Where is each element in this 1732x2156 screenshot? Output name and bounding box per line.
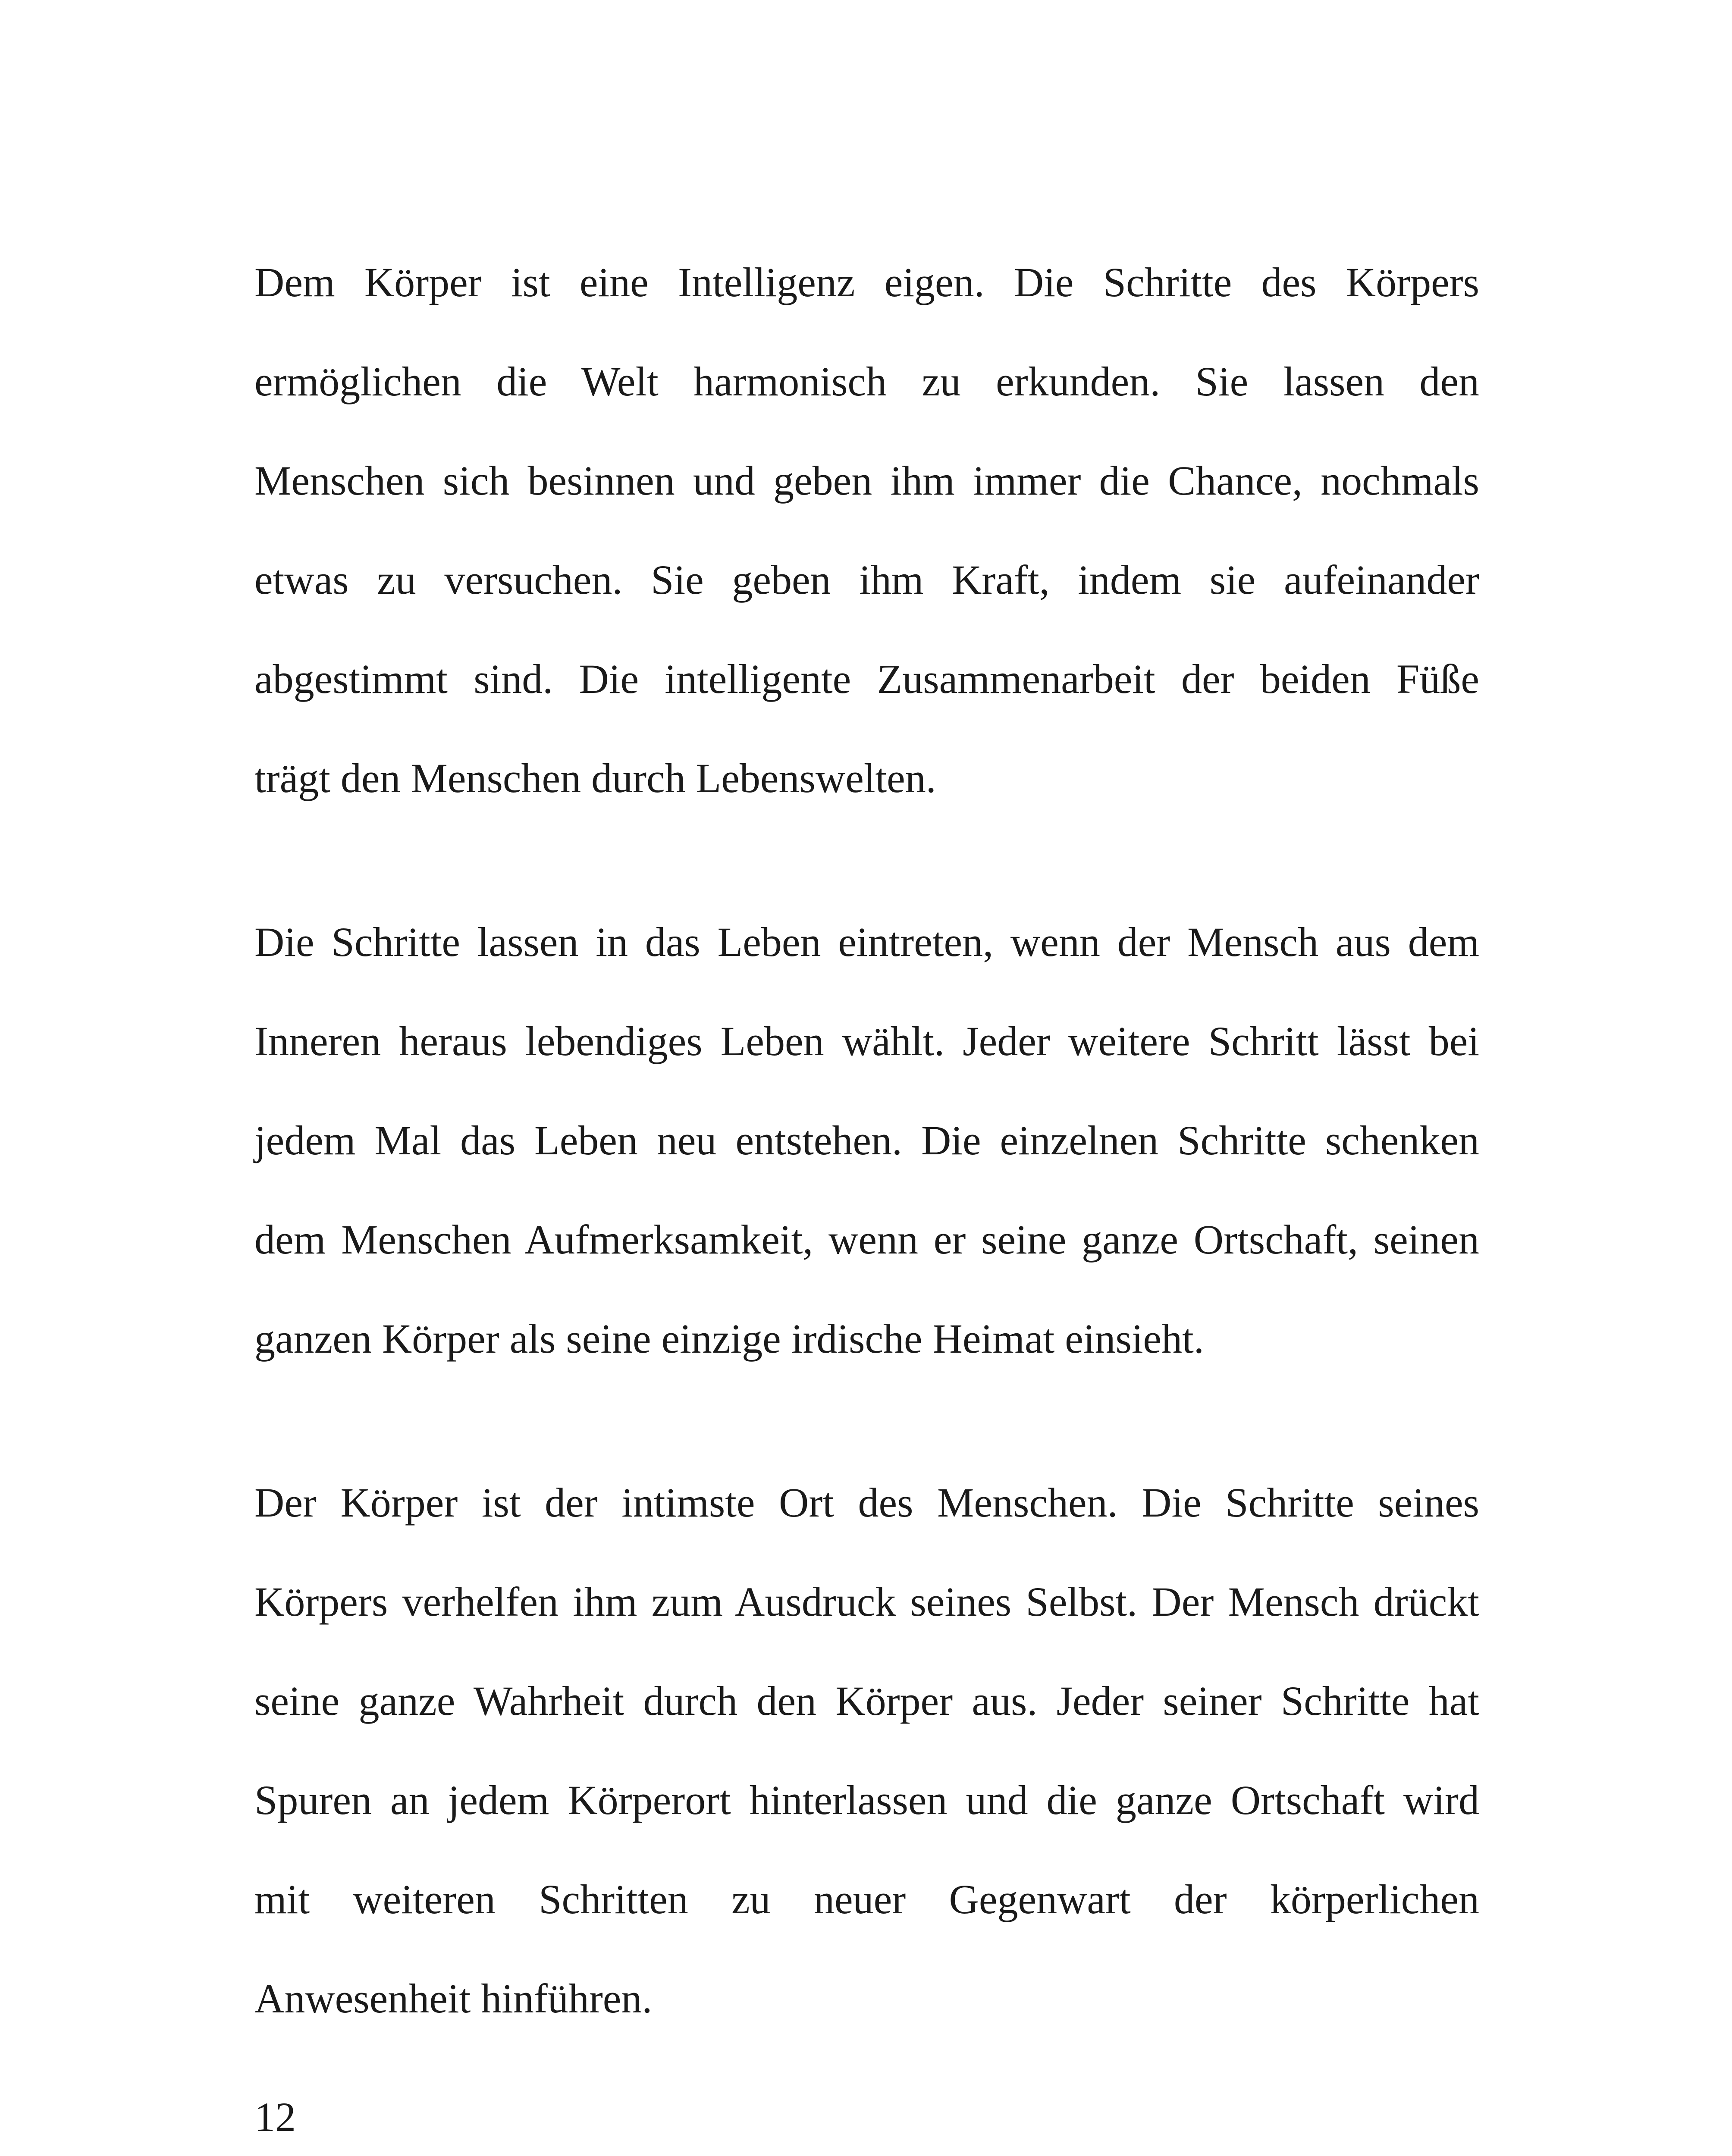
paragraph-line: abgestimmt sind. Die intelligente Zusammenarbeit der beiden Füße (254, 656, 1479, 702)
paragraph-line: Inneren heraus lebendiges Leben wählt. Jeder weitere Schritt lässt bei (254, 1018, 1479, 1064)
paragraph-line: Die Schritte lassen in das Leben eintreten, wenn der Mensch aus dem (254, 919, 1479, 965)
paragraph-line: trägt den Menschen durch Lebenswelten. (254, 755, 936, 801)
paragraph-line: seine ganze Wahrheit durch den Körper aus. Jeder seiner Schritte hat (254, 1678, 1479, 1724)
paragraph-line: mit weiteren Schritten zu neuer Gegenwart der körperlichen (254, 1876, 1479, 1922)
paragraph-line: dem Menschen Aufmerksamkeit, wenn er seine ganze Ortschaft, seinen (254, 1216, 1479, 1263)
paragraph-line: Körpers verhelfen ihm zum Ausdruck seines Selbst. Der Mensch drückt (254, 1579, 1479, 1625)
paragraph-line: etwas zu versuchen. Sie geben ihm Kraft, indem sie aufeinander (254, 557, 1479, 603)
page-number: 12 (254, 2094, 296, 2140)
paragraph-line: Anwesenheit hinführen. (254, 1975, 653, 2021)
paragraph-line: ermöglichen die Welt harmonisch zu erkunden. Sie lassen den (254, 358, 1479, 404)
paragraph-line: Spuren an jedem Körperort hinterlassen und die ganze Ortschaft wird (254, 1777, 1479, 1823)
paragraph-line: jedem Mal das Leben neu entstehen. Die einzelnen Schritte schenken (254, 1117, 1479, 1163)
paragraph-line: ganzen Körper als seine einzige irdische Heimat einsieht. (254, 1316, 1204, 1362)
paragraph-line: Der Körper ist der intimste Ort des Menschen. Die Schritte seines (254, 1479, 1479, 1526)
paragraph-line: Menschen sich besinnen und geben ihm immer die Chance, nochmals (254, 458, 1479, 504)
paragraph-line: Dem Körper ist eine Intelligenz eigen. Die Schritte des Körpers (254, 259, 1479, 305)
